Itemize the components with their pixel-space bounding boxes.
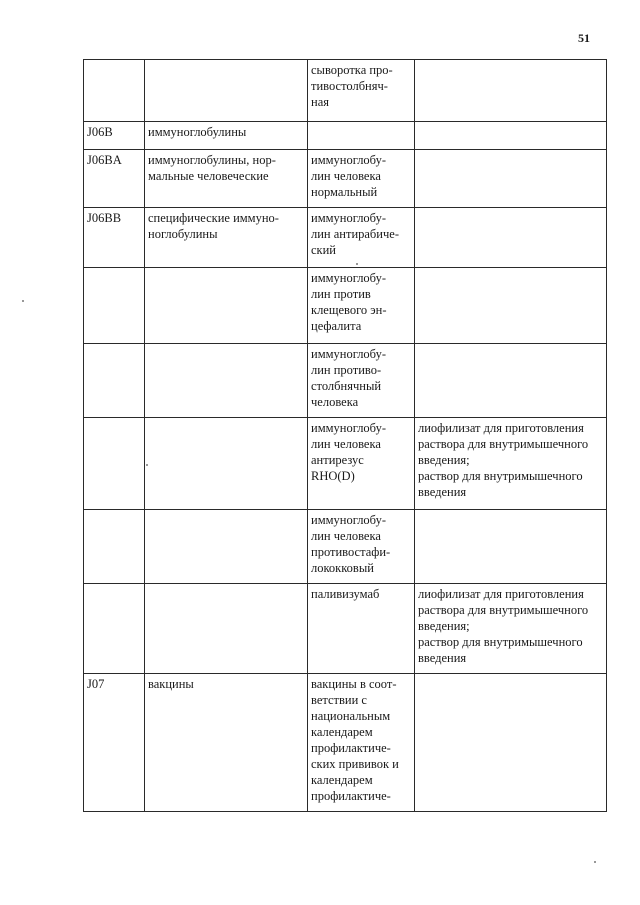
scan-speck xyxy=(594,861,596,863)
group-name-cell: иммуноглобулины, нор- мальные человеческие xyxy=(145,150,308,208)
scan-speck xyxy=(356,263,358,265)
table-row xyxy=(84,510,607,584)
group-name-cell: вакцины xyxy=(145,674,308,812)
dosage-form-cell xyxy=(415,122,607,150)
dosage-form-cell xyxy=(415,60,607,122)
dosage-form-cell xyxy=(415,268,607,344)
dosage-form-cell: лиофилизат для приготовления раствора для внутримышечного введения; раствор для внутримышечного введения xyxy=(415,418,607,510)
table-row xyxy=(84,208,607,268)
atc-code-cell xyxy=(84,584,145,674)
group-name-cell xyxy=(145,418,308,510)
table-row xyxy=(84,418,607,510)
page-number: 51 xyxy=(578,31,590,45)
group-name-cell xyxy=(145,584,308,674)
dosage-form-cell: лиофилизат для приготовления раствора для внутримышечного введения; раствор для внутримышечного введения xyxy=(415,584,607,674)
atc-code-cell: J07 xyxy=(84,674,145,812)
atc-code-cell: J06B xyxy=(84,122,145,150)
atc-code-cell xyxy=(84,510,145,584)
drug-name-cell xyxy=(308,122,415,150)
scan-speck xyxy=(22,300,24,302)
scan-speck xyxy=(146,464,148,466)
table-row xyxy=(84,122,607,150)
dosage-form-cell xyxy=(415,674,607,812)
atc-code-cell xyxy=(84,344,145,418)
atc-code-cell: J06BB xyxy=(84,208,145,268)
table-row xyxy=(84,150,607,208)
group-name-cell: иммуноглобулины xyxy=(145,122,308,150)
medication-table xyxy=(83,59,607,812)
table-row xyxy=(84,60,607,122)
table-row xyxy=(84,674,607,812)
drug-name-cell: иммуноглобу- лин человека нормальный xyxy=(308,150,415,208)
table-row xyxy=(84,268,607,344)
dosage-form-cell xyxy=(415,208,607,268)
atc-code-cell: J06BA xyxy=(84,150,145,208)
dosage-form-cell xyxy=(415,150,607,208)
group-name-cell xyxy=(145,344,308,418)
drug-name-cell: сыворотка про- тивостолбняч- ная xyxy=(308,60,415,122)
drug-name-cell: иммуноглобу- лин человека антирезус RHO(D) xyxy=(308,418,415,510)
drug-name-cell: иммуноглобу- лин антирабиче- ский xyxy=(308,208,415,268)
group-name-cell xyxy=(145,510,308,584)
drug-name-cell: иммуноглобу- лин человека противостафи- лококковый xyxy=(308,510,415,584)
group-name-cell: специфические иммуно- ноглобулины xyxy=(145,208,308,268)
table-row xyxy=(84,584,607,674)
drug-name-cell: вакцины в соот- ветствии с национальным календарем профилактиче- ских прививок и календарем профилактиче- xyxy=(308,674,415,812)
dosage-form-cell xyxy=(415,344,607,418)
drug-name-cell: иммуноглобу- лин против клещевого эн- цефалита xyxy=(308,268,415,344)
dosage-form-cell xyxy=(415,510,607,584)
drug-name-cell: паливизумаб xyxy=(308,584,415,674)
atc-code-cell xyxy=(84,268,145,344)
table-row xyxy=(84,344,607,418)
group-name-cell xyxy=(145,60,308,122)
group-name-cell xyxy=(145,268,308,344)
drug-name-cell: иммуноглобу- лин противо- столбнячный человека xyxy=(308,344,415,418)
atc-code-cell xyxy=(84,60,145,122)
atc-code-cell xyxy=(84,418,145,510)
